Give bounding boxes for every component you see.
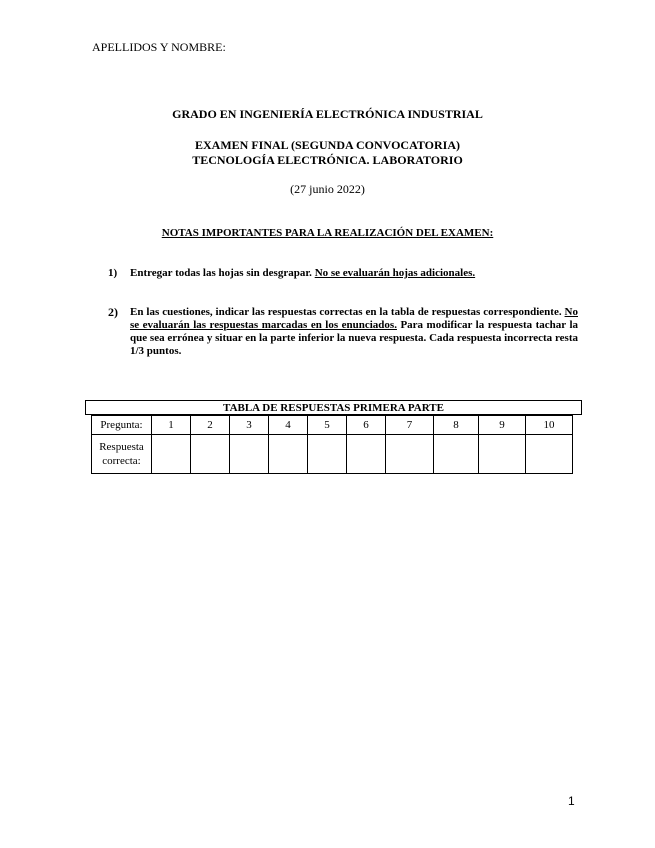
page-number: 1 bbox=[568, 794, 575, 808]
question-number: 3 bbox=[230, 416, 269, 435]
answer-row-label bbox=[92, 435, 152, 474]
name-field-label: APELLIDOS Y NOMBRE: bbox=[92, 40, 226, 54]
answer-cell[interactable] bbox=[269, 435, 308, 474]
note-text: Entregar todas las hojas sin desgrapar. bbox=[130, 267, 315, 279]
note-text-continued: Para modificar la respuesta tachar la que sea errónea y situar en la parte inferior la nueva respuesta. Cada respuesta incorrecta resta 1/3 puntos. bbox=[130, 319, 578, 357]
notes-heading: NOTAS IMPORTANTES PARA LA REALIZACIÓN DEL EXAMEN: bbox=[161, 227, 494, 239]
answer-cell[interactable] bbox=[386, 435, 434, 474]
question-row bbox=[92, 416, 573, 435]
note-text: En las cuestiones, indicar las respuestas correctas en la tabla de respuestas correspondiente. bbox=[130, 306, 565, 318]
answer-cell[interactable] bbox=[526, 435, 573, 474]
question-number: 5 bbox=[308, 416, 347, 435]
answer-cell[interactable] bbox=[434, 435, 479, 474]
answer-cell[interactable] bbox=[152, 435, 191, 474]
answer-cell[interactable] bbox=[191, 435, 230, 474]
note-item-1 bbox=[108, 267, 578, 280]
note-underlined-text: No se evaluarán hojas adicionales. bbox=[314, 267, 476, 279]
question-number: 1 bbox=[152, 416, 191, 435]
answer-cell[interactable] bbox=[308, 435, 347, 474]
exam-title: EXAMEN FINAL (SEGUNDA CONVOCATORIA) bbox=[194, 138, 460, 152]
answer-table-title: TABLA DE RESPUESTAS PRIMERA PARTE bbox=[85, 400, 582, 415]
question-number: 9 bbox=[479, 416, 526, 435]
answer-cell[interactable] bbox=[479, 435, 526, 474]
answer-row bbox=[92, 435, 573, 474]
note-number: 1) bbox=[108, 267, 118, 279]
question-number: 8 bbox=[434, 416, 479, 435]
answer-table bbox=[91, 415, 573, 474]
question-number: 4 bbox=[269, 416, 308, 435]
question-number: 6 bbox=[347, 416, 386, 435]
question-number: 2 bbox=[191, 416, 230, 435]
note-item-2 bbox=[108, 306, 578, 358]
note-number: 2) bbox=[108, 305, 118, 319]
answer-cell[interactable] bbox=[347, 435, 386, 474]
answer-label-line-2: correcta: bbox=[102, 455, 141, 467]
degree-title: GRADO EN INGENIERÍA ELECTRÓNICA INDUSTRIAL bbox=[172, 107, 483, 121]
question-number: 7 bbox=[386, 416, 434, 435]
note-underlined-text: No se evaluarán las respuestas marcadas en los enunciados. bbox=[130, 306, 578, 331]
course-title: TECNOLOGÍA ELECTRÓNICA. LABORATORIO bbox=[192, 153, 463, 167]
exam-date: (27 junio 2022) bbox=[290, 182, 365, 196]
answer-cell[interactable] bbox=[230, 435, 269, 474]
answer-label-line-1: Respuesta bbox=[99, 441, 144, 453]
question-number: 10 bbox=[526, 416, 573, 435]
question-row-label: Pregunta: bbox=[92, 416, 152, 435]
